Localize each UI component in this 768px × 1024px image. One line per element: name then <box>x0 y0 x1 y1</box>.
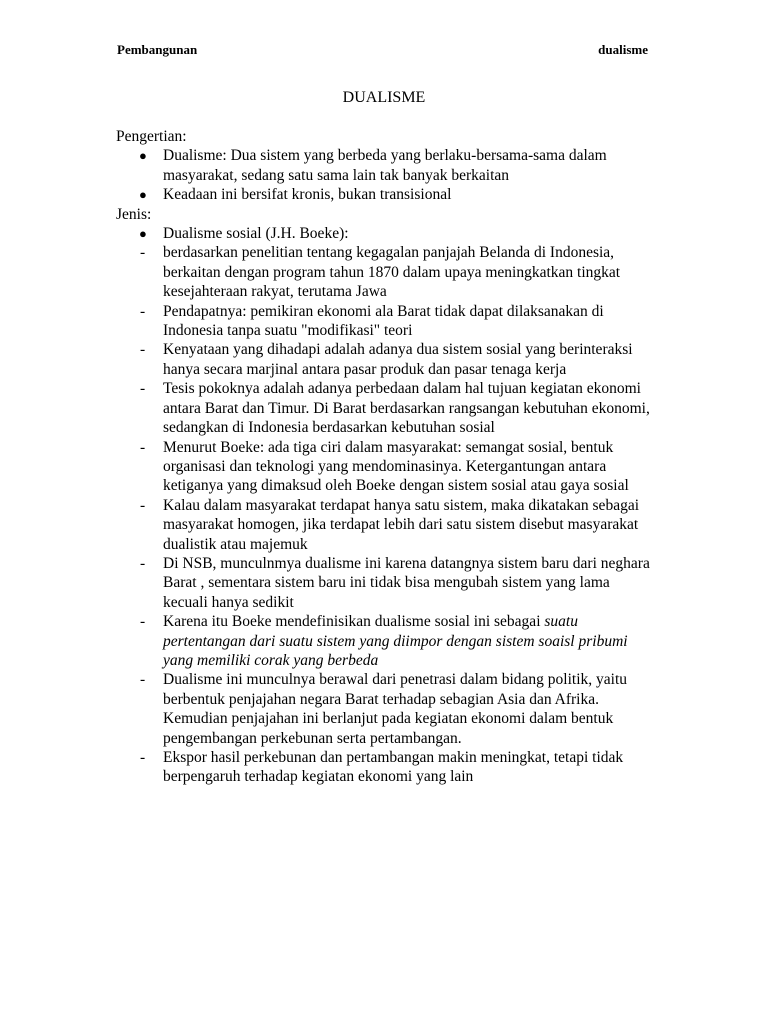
bullet-text: Keadaan ini bersifat kronis, bukan transisional <box>163 186 452 204</box>
bullet-text: Dualisme: Dua sistem yang berbeda yang berlaku-bersama-sama dalam masyarakat, sedang satu sama lain tak banyak berkaitan <box>163 147 607 184</box>
bullet-item <box>116 224 656 243</box>
header-right: dualisme <box>598 42 648 57</box>
dash-item <box>116 748 656 787</box>
bullet-item <box>116 146 656 185</box>
dash-item <box>116 496 656 554</box>
dash-icon: - <box>140 341 146 359</box>
bullet-item <box>116 185 656 204</box>
dash-text: Karena itu Boeke mendefinisikan dualisme sosial ini sebagai <box>163 613 545 631</box>
dash-icon: - <box>140 496 146 514</box>
section-label-pengertian: Pengertian: <box>116 128 187 145</box>
dash-text: Menurut Boeke: ada tiga ciri dalam masyarakat: semangat sosial, bentuk organisasi dan teknologi yang mendominasinya. Ketergantungan antara ketiganya yang dimaksud oleh Boeke dengan sistem sosial atau gaya sosial <box>163 438 629 495</box>
dash-icon: - <box>140 244 146 262</box>
dash-text: Kenyataan yang dihadapi adalah adanya dua sistem sosial yang berinteraksi hanya secara marjinal antara pasar produk dan pasar tenaga kerja <box>163 341 633 378</box>
dash-item <box>116 302 656 341</box>
dash-item <box>116 438 656 496</box>
dash-text: Di NSB, munculnmya dualisme ini karena datangnya sistem baru dari neghara Barat , sementara sistem baru ini tidak bisa mengubah sistem yang lama kecuali hanya sedikit <box>163 554 650 611</box>
dash-item <box>116 554 656 612</box>
bullet-text: Dualisme sosial (J.H. Boeke): <box>163 225 349 243</box>
dash-item-definition <box>116 612 656 670</box>
dash-item <box>116 670 656 748</box>
section-label-jenis: Jenis: <box>116 205 152 223</box>
dash-text: berdasarkan penelitian tentang kegagalan panjajah Belanda di Indonesia, berkaitan dengan program tahun 1870 dalam upaya meningkatkan tingkat kesejahteraan rakyat, terutama Jawa <box>163 244 621 301</box>
dash-item <box>116 243 656 301</box>
bullet-icon: ● <box>139 226 147 242</box>
dash-icon: - <box>140 438 146 456</box>
dash-text: Pendapatnya: pemikiran ekonomi ala Barat tidak dapat dilaksanakan di Indonesia tanpa suatu "modifikasi" teori <box>163 302 604 340</box>
header-left: Pembangunan <box>117 42 198 57</box>
dash-icon: - <box>140 749 146 766</box>
dash-text: Kalau dalam masyarakat terdapat hanya satu sistem, maka dikatakan sebagai masyarakat homogen, jika terdapat lebih dari satu sistem disebut masyarakat dualistik atau majemuk <box>163 496 640 553</box>
dash-icon: - <box>140 380 146 398</box>
dash-text: Tesis pokoknya adalah adanya perbedaan dalam hal tujuan kegiatan ekonomi antara Barat dan Timur. Di Barat berdasarkan rangsangan kebutuhan ekonomi, sedangkan di Indonesia berdasarkan kebutuhan sosial <box>163 380 650 437</box>
dash-icon: - <box>140 554 146 572</box>
dash-icon: - <box>140 302 146 320</box>
dash-item <box>116 340 656 379</box>
dash-text-italic: suatu pertentangan dari suatu sistem yang diimpor dengan sistem soaisl pribumi yang memiliki corak yang berbeda <box>163 613 628 669</box>
dash-item <box>116 379 656 437</box>
bullet-icon: ● <box>139 148 147 164</box>
document-body <box>116 127 656 787</box>
dash-text: Ekspor hasil perkebunan dan pertambangan makin meningkat, tetapi tidak berpengaruh terhadap kegiatan ekonomi yang lain <box>163 749 624 786</box>
dash-icon: - <box>140 613 146 631</box>
dash-icon: - <box>140 671 146 689</box>
bullet-icon: ● <box>139 187 147 203</box>
document-title: DUALISME <box>342 89 426 106</box>
dash-text: Dualisme ini munculnya berawal dari penetrasi dalam bidang politik, yaitu berbentuk penjajahan negara Barat terhadap sebagian Asia dan Afrika. Kemudian penjajahan ini berlanjut pada kegiatan ekonomi dalam bentuk pengembangan perkebunan serta pertambangan. <box>163 671 628 747</box>
